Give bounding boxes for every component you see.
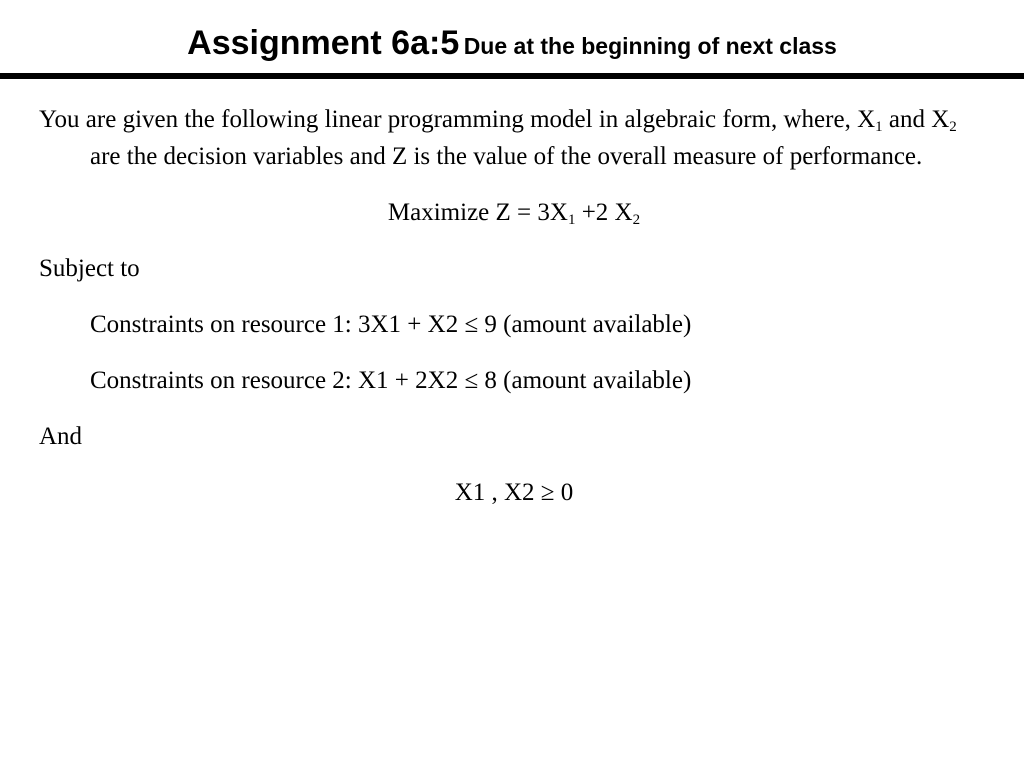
slide-title — [0, 24, 1024, 63]
title-subtitle: Due at the beginning of next class — [463, 33, 837, 59]
objective-function: Maximize $Z = 3X_1 +2$ $X_2$ — [387, 199, 641, 228]
nonnegativity-constraint: X1 , X2 ≥ 0 — [454, 479, 574, 506]
title-main: Assignment 6a:5 — [187, 24, 460, 62]
title-divider — [0, 73, 1024, 79]
slide-body — [39, 101, 989, 511]
and-label: And — [39, 423, 83, 450]
subject-to-label: Subject to — [39, 255, 140, 282]
constraint-1: Constraints on resource 1: 3X1 + X2 ≤ 9 (amount available) — [90, 311, 692, 338]
constraint-2: Constraints on resource 2: X1 + 2X2 ≤ 8 (amount available) — [90, 367, 692, 394]
intro-paragraph: You are given the following linear programming model in algebraic form, where, $X_1$ and $X_2$ are the decision variables and Z is the value of the overall measure of performance. — [39, 106, 957, 170]
